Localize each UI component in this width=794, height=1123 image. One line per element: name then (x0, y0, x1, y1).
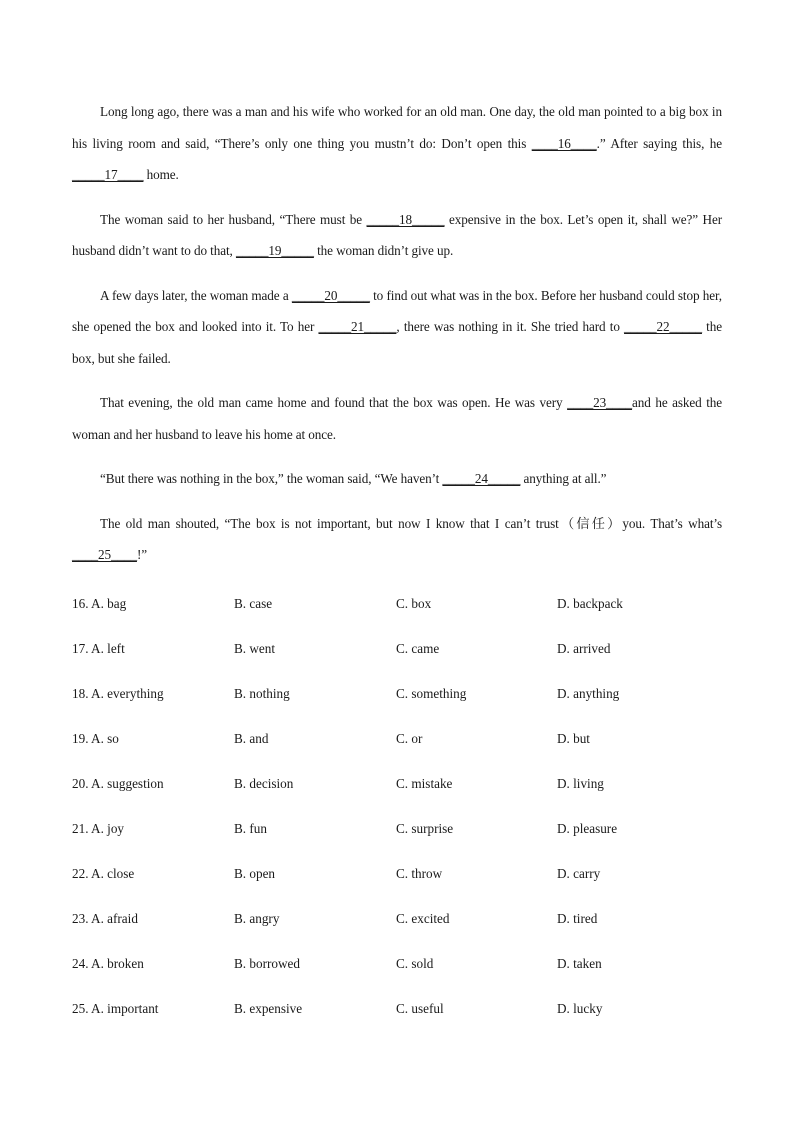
option-c: C. came (396, 641, 440, 656)
option-a: 24. A. broken (72, 956, 144, 971)
question-row-23 (72, 903, 722, 948)
option-b: B. nothing (234, 686, 290, 701)
option-c: C. throw (396, 866, 443, 881)
option-c: C. something (396, 686, 467, 701)
paragraph-5 (72, 463, 722, 495)
paragraph-6 (72, 508, 722, 571)
paragraph-4 (72, 387, 722, 450)
blank-21: _____21_____ (318, 319, 397, 334)
option-b: B. fun (234, 821, 267, 836)
paragraph-text: to find out what was in the box. Before her husband could stop her, she opened the box and looked into it. To her (72, 287, 722, 334)
blank-19: _____19_____ (235, 243, 314, 258)
option-a: 21. A. joy (72, 821, 125, 836)
paragraph-text: and he asked the woman and her husband to leave his home at once. (72, 395, 723, 442)
option-d: D. tired (557, 911, 598, 926)
question-row-19 (72, 723, 722, 768)
question-row-20 (72, 768, 722, 813)
paragraph-2 (72, 204, 722, 267)
paragraph-text: .” After saying this, he (596, 135, 722, 151)
paragraph-text: That evening, the old man came home and found that the box was open. He was very (100, 395, 568, 410)
option-b: B. went (234, 641, 276, 656)
paragraph-text: home. (143, 167, 179, 182)
option-d: D. pleasure (557, 821, 618, 836)
paragraph-text: !” (136, 547, 147, 562)
blank-17: _____17____ (72, 167, 144, 182)
option-d: D. carry (557, 866, 601, 881)
option-c: C. box (396, 596, 432, 611)
option-b: B. decision (234, 776, 294, 791)
option-a: 16. A. bag (72, 596, 127, 611)
cloze-passage (72, 96, 722, 584)
option-b: B. open (234, 866, 276, 881)
option-c: C. useful (396, 1001, 444, 1016)
blank-20: _____20_____ (291, 287, 370, 303)
option-b: B. case (234, 596, 273, 611)
option-a: 17. A. left (72, 641, 125, 656)
question-row-18 (72, 678, 722, 723)
option-c: C. mistake (396, 776, 453, 791)
question-row-25 (72, 993, 722, 1038)
paragraph-text: A few days later, the woman made a (100, 287, 292, 303)
option-b: B. and (234, 731, 269, 746)
option-a: 25. A. important (72, 1001, 159, 1016)
option-d: D. but (557, 731, 590, 746)
option-d: D. living (557, 776, 604, 791)
option-c: C. excited (396, 911, 450, 926)
paragraph-1 (72, 96, 722, 191)
paragraph-text: , there was nothing in it. She tried hard to (396, 319, 625, 334)
option-d: D. anything (557, 686, 620, 701)
option-a: 18. A. everything (72, 686, 164, 701)
paragraph-text: “But there was nothing in the box,” the woman said, “We haven’t (100, 471, 443, 486)
blank-25: ____25____ (72, 547, 137, 562)
blank-24: _____24_____ (442, 471, 521, 486)
option-c: C. or (396, 731, 423, 746)
answer-options (72, 588, 722, 1038)
option-b: B. borrowed (234, 956, 300, 971)
question-row-17 (72, 633, 722, 678)
blank-18: _____18_____ (366, 211, 445, 227)
option-d: D. backpack (557, 596, 623, 611)
option-b: B. expensive (234, 1001, 303, 1016)
blank-16: ____16____ (531, 135, 597, 151)
question-row-24 (72, 948, 722, 993)
option-d: D. taken (557, 956, 602, 971)
paragraph-text: expensive in the box. Let’s open it, shall we?” Her husband didn’t want to do that, (72, 211, 722, 258)
question-row-21 (72, 813, 722, 858)
paragraph-text: The old man shouted, “The box is not important, but now I know that I can’t trust（信任）you. That’s what’s (100, 515, 722, 531)
option-a: 20. A. suggestion (72, 776, 164, 791)
paragraph-text: The woman said to her husband, “There must be (100, 211, 367, 227)
option-d: D. arrived (557, 641, 611, 656)
option-c: C. sold (396, 956, 434, 971)
option-c: C. surprise (396, 821, 454, 836)
blank-22: _____22_____ (624, 319, 702, 334)
option-a: 22. A. close (72, 866, 135, 881)
paragraph-text: Long long ago, there was a man and his wife who worked for an old man. One day, the old man pointed to a big box in his living room and said, “There’s only one thing you mustn’t do: Don’t open this (72, 104, 722, 151)
blank-23: ____23____ (567, 395, 633, 410)
paragraph-3 (72, 280, 722, 375)
option-b: B. angry (234, 911, 280, 926)
question-row-16 (72, 588, 722, 633)
paragraph-text: the woman didn’t give up. (313, 243, 454, 258)
paragraph-text: anything at all.” (520, 471, 607, 486)
paragraph-text: the box, but she failed. (72, 319, 722, 366)
option-d: D. lucky (557, 1001, 603, 1016)
question-row-22 (72, 858, 722, 903)
option-a: 19. A. so (72, 731, 119, 746)
option-a: 23. A. afraid (72, 911, 138, 926)
